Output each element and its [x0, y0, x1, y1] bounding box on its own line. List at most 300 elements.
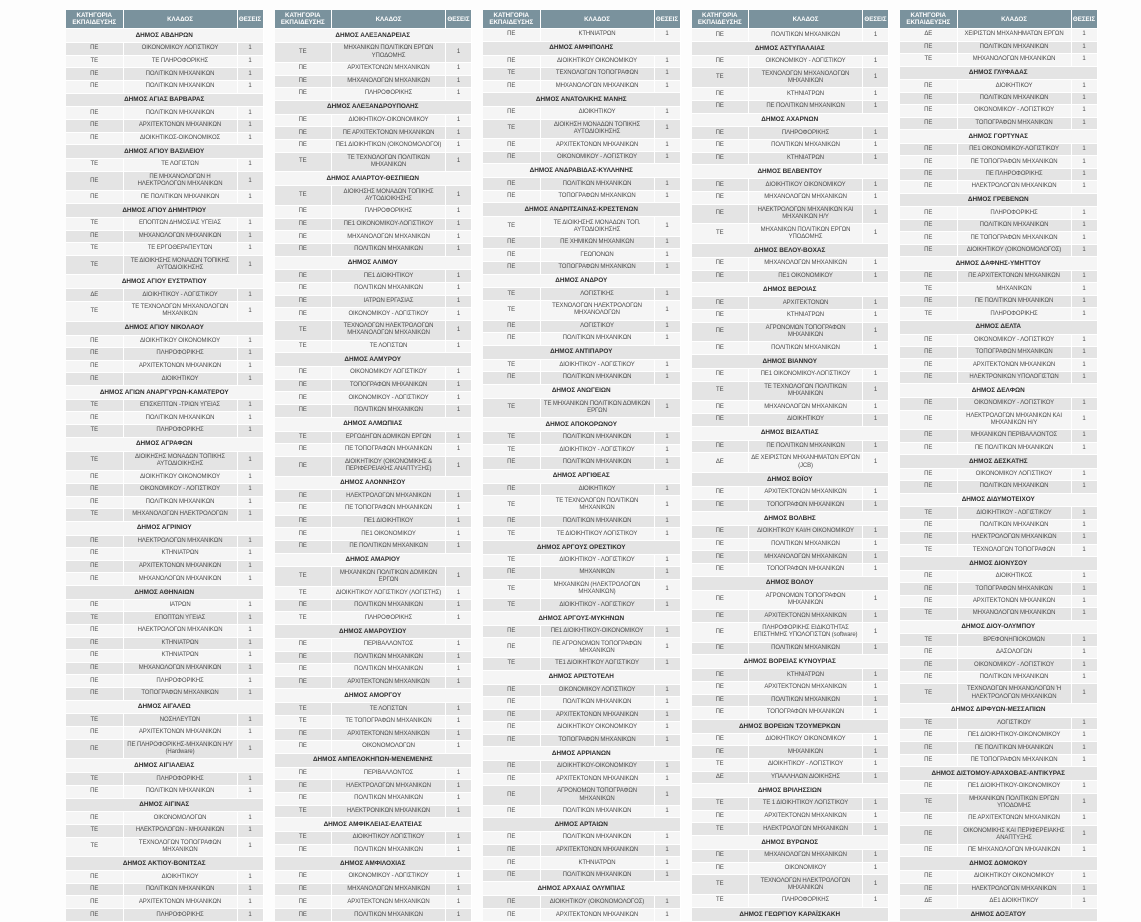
positions-cell: 1 [1071, 595, 1097, 607]
klados-cell: ΑΡΧΙΤΕΚΤΟΝΩΝ ΜΗΧΑΝΙΚΩΝ [332, 728, 446, 741]
category-cell: ΠΕ [66, 120, 123, 133]
klados-cell: ΟΙΚΟΝΟΜΙΚΟΥ - ΛΟΓΙΣΤΙΚΟΥ [957, 334, 1071, 346]
table-row [900, 754, 1097, 766]
klados-cell: ΠΕ1 ΔΙΟΙΚΗΤΙΚΟΥ-ΟΙΚΟΝΟΜΙΚΟΥ [957, 729, 1071, 741]
positions-cell: 1 [654, 29, 680, 42]
klados-cell: ΤΟΠΟΓΡΑΦΩΝ ΜΗΧΑΝΙΚΩΝ [957, 346, 1071, 358]
table-row [66, 348, 263, 361]
klados-cell: ΤΕ ΜΗΧΑΝΙΚΩΝ ΠΟΛΙΤΙΚΩΝ ΔΟΜΙΚΩΝ ΕΡΓΩΝ [540, 398, 654, 418]
klados-cell: ΠΟΛΙΤΙΚΩΝ ΜΗΧΑΝΙΚΩΝ [957, 671, 1071, 683]
table-row [692, 563, 889, 576]
positions-cell: 1 [654, 333, 680, 346]
positions-cell: 1 [654, 320, 680, 333]
municipality-header-row [483, 469, 680, 483]
positions-cell: 1 [1071, 646, 1097, 658]
table-row [900, 671, 1097, 683]
municipality-name: ΔΗΜΟΣ ΓΛΥΦΑΔΑΣ [900, 66, 1097, 80]
positions-cell: 1 [237, 171, 263, 191]
table-row [900, 442, 1097, 454]
positions-cell: 1 [863, 759, 889, 772]
klados-cell: ΟΙΚΟΝΟΜΙΚΟΥ - ΛΟΓΙΣΤΙΚΟΥ [749, 55, 863, 68]
municipality-name: ΔΗΜΟΣ ΑΣΤΥΠΑΛΑΙΑΣ [692, 41, 889, 55]
klados-cell: ΚΤΗΝΙΑΤΡΩΝ [540, 29, 654, 42]
table-row [66, 80, 263, 93]
category-cell: ΠΕ [692, 152, 749, 165]
positions-cell: 1 [237, 132, 263, 145]
klados-cell: ΤΕ ΔΙΟΙΚΗΣΗΣ ΜΟΝΑΔΩΝ ΤΟΠΙΚΗΣ ΑΥΤΟΔΙΟΙΚΗΣΗΣ [123, 255, 237, 275]
positions-cell: 1 [446, 651, 472, 664]
positions-cell: 1 [1071, 793, 1097, 813]
municipality-name: ΔΗΜΟΣ ΔΙΟΥ-ΟΛΥΜΠΟΥ [900, 620, 1097, 634]
klados-cell: ΠΕΡΙΒΑΛΛΟΝΤΟΣ [332, 639, 446, 652]
table-row [66, 425, 263, 438]
positions-cell: 1 [1071, 270, 1097, 282]
positions-cell: 1 [446, 490, 472, 503]
category-cell: ΤΕ [900, 684, 957, 704]
municipality-header-row [275, 100, 472, 114]
municipality-header-row [900, 257, 1097, 271]
category-cell: ΤΕ [483, 496, 540, 516]
table-row [66, 727, 263, 740]
category-cell: ΠΕ [483, 107, 540, 120]
table-row [275, 780, 472, 793]
municipality-header-row [483, 418, 680, 432]
municipality-header-row [900, 384, 1097, 398]
klados-cell: ΠΟΛΙΤΙΚΩΝ ΜΗΧΑΝΙΚΩΝ [540, 457, 654, 470]
category-cell: ΠΕ [483, 249, 540, 262]
table-row [900, 646, 1097, 658]
category-cell: ΠΕ [66, 483, 123, 496]
category-cell: ΤΕ [900, 608, 957, 620]
category-cell: ΠΕ [483, 734, 540, 747]
category-cell: ΠΕ [900, 410, 957, 430]
category-cell: ΤΕ [275, 612, 332, 625]
klados-cell: ΠΕ ΠΟΛΙΤΙΚΩΝ ΜΗΧΑΝΙΚΩΝ [332, 540, 446, 553]
category-cell: ΠΕ [275, 308, 332, 321]
category-cell: ΠΕ [66, 496, 123, 509]
category-cell: ΠΕ [900, 92, 957, 104]
municipality-header-row [900, 857, 1097, 871]
table-row [275, 392, 472, 405]
table-row [900, 793, 1097, 813]
table-row [66, 335, 263, 348]
klados-cell: ΔΙΟΙΚΗΣΗΣ ΜΟΝΑΔΩΝ ΤΟΠΙΚΗΣ ΑΥΤΟΔΙΟΙΚΗΣΗΣ [332, 186, 446, 206]
municipality-name: ΔΗΜΟΣ ΔΟΞΑΤΟΥ [900, 908, 1097, 922]
positions-cell: 1 [1071, 519, 1097, 531]
category-cell: ΠΕ [66, 599, 123, 612]
klados-cell: ΠΛΗΡΟΦΟΡΙΚΗΣ [957, 308, 1071, 320]
positions-cell: 1 [237, 373, 263, 386]
positions-cell: 1 [654, 444, 680, 457]
klados-cell: ΤΕ ΛΟΓΙΣΤΩΝ [332, 340, 446, 353]
positions-cell: 1 [446, 152, 472, 172]
table-row [66, 107, 263, 120]
table-row [66, 675, 263, 688]
municipality-header-row [692, 907, 889, 922]
municipality-header-row [483, 93, 680, 107]
table-row [483, 107, 680, 120]
table-row [66, 773, 263, 786]
positions-cell: 1 [237, 301, 263, 321]
table-row [66, 191, 263, 204]
category-cell: ΠΕ [275, 871, 332, 884]
positions-cell: 1 [446, 909, 472, 922]
klados-cell: ΑΡΧΙΤΕΚΤΟΝΩΝ ΜΗΧΑΝΙΚΩΝ [123, 896, 237, 909]
positions-cell: 1 [1071, 346, 1097, 358]
category-cell: ΠΕ [66, 637, 123, 650]
positions-cell: 1 [237, 812, 263, 825]
klados-cell: ΕΡΓΟΔΗΓΩΝ ΔΟΜΙΚΩΝ ΕΡΓΩΝ [332, 431, 446, 444]
klados-cell: ΠΕ ΠΟΛΙΤΙΚΩΝ ΜΗΧΑΝΙΚΩΝ [957, 295, 1071, 307]
positions-cell: 1 [446, 703, 472, 716]
municipality-name: ΔΗΜΟΣ ΑΡΓΙΘΕΑΣ [483, 469, 680, 483]
table-row [275, 320, 472, 340]
category-cell: ΠΕ [692, 29, 749, 42]
table-row [692, 526, 889, 539]
municipality-header-row [483, 274, 680, 288]
category-cell: ΤΕ [275, 703, 332, 716]
category-cell: ΠΕ [275, 218, 332, 231]
klados-cell: ΗΛΕΚΤΡΟΛΟΓΩΝ ΜΗΧΑΝΙΚΩΝ [957, 532, 1071, 544]
table-row [692, 538, 889, 551]
municipality-name: ΔΗΜΟΣ ΒΕΛΟΥ-ΒΟΧΑΣ [692, 244, 889, 258]
positions-cell: 1 [654, 300, 680, 320]
category-cell: ΠΕ [692, 322, 749, 342]
table-row [900, 54, 1097, 66]
positions-cell: 1 [237, 335, 263, 348]
positions-cell: 1 [237, 573, 263, 586]
klados-cell: ΔΙΟΙΚΗΤΙΚΟΥ ΟΙΚΟΝΟΜΙΚΟΥ [540, 55, 654, 68]
positions-cell: 1 [237, 785, 263, 798]
positions-cell: 1 [237, 451, 263, 471]
category-header: ΚΑΤΗΓΟΡΙΑ ΕΚΠΑΙΔΕΥΣΗΣ [483, 10, 540, 29]
municipality-name: ΔΗΜΟΣ ΒΕΛΒΕΝΤΟΥ [692, 165, 889, 179]
klados-cell: ΠΕ1 ΟΙΚΟΝΟΜΙΚΟΥ-ΛΟΓΙΣΤΙΚΟΥ [957, 143, 1071, 155]
table-row [900, 468, 1097, 480]
table-row [483, 579, 680, 599]
positions-cell: 1 [654, 288, 680, 301]
klados-cell: ΜΗΧΑΝΙΚΩΝ ΠΕΡΙΒΑΛΛΟΝΤΟΣ [957, 430, 1071, 442]
category-cell: ΠΕ [66, 471, 123, 484]
category-cell: ΠΕ [900, 742, 957, 754]
table-row [66, 909, 263, 922]
positions-cell: 1 [237, 773, 263, 786]
table-row [692, 440, 889, 453]
table-row [692, 694, 889, 707]
positions-cell: 1 [654, 658, 680, 671]
positions-cell: 1 [654, 684, 680, 697]
positions-cell: 1 [237, 675, 263, 688]
table-row [692, 733, 889, 746]
klados-cell: ΗΛΕΚΤΡΟΛΟΓΩΝ ΜΗΧΑΝΙΚΩΝ [332, 780, 446, 793]
positions-cell: 1 [446, 218, 472, 231]
positions-cell: 1 [446, 139, 472, 152]
table-row [275, 515, 472, 528]
table-row [692, 823, 889, 836]
table-row [483, 496, 680, 516]
category-cell: ΠΕ [66, 573, 123, 586]
klados-cell: ΠΕ ΤΟΠΟΓΡΑΦΩΝ ΜΗΧΑΝΙΚΩΝ [957, 754, 1071, 766]
klados-cell: ΜΗΧΑΝΙΚΩΝ ΠΟΛΙΤΙΚΩΝ ΔΟΜΙΚΩΝ ΕΡΓΩΝ [332, 567, 446, 587]
table-row [900, 219, 1097, 231]
table-row [900, 532, 1097, 544]
klados-cell: ΠΕ1 ΟΙΚΟΝΟΜΙΚΟΥ-ΛΟΓΙΣΤΙΚΟΥ [749, 368, 863, 381]
klados-cell: ΤΕ ΠΛΗΡΟΦΟΡΙΚΗΣ [123, 55, 237, 68]
category-cell: ΠΕ [692, 642, 749, 655]
category-cell: ΤΕ [66, 425, 123, 438]
category-cell: ΠΕ [692, 862, 749, 875]
table-header-row [275, 10, 472, 29]
positions-cell: 1 [446, 405, 472, 418]
table-row [483, 857, 680, 870]
table-row [483, 658, 680, 671]
table-row [275, 206, 472, 219]
positions-cell: 1 [1071, 608, 1097, 620]
category-cell: ΠΕ [275, 379, 332, 392]
category-cell: ΠΕ [900, 143, 957, 155]
municipality-header-row [692, 41, 889, 55]
klados-cell: ΠΟΛΙΤΙΚΩΝ ΜΗΧΑΝΙΚΩΝ [332, 909, 446, 922]
table-row [900, 684, 1097, 704]
municipality-name: ΔΗΜΟΣ ΑΓΙΑΣ ΒΑΡΒΑΡΑΣ [66, 93, 263, 107]
positions-cell: 1 [654, 496, 680, 516]
klados-cell: ΤΟΠΟΓΡΑΦΩΝ ΜΗΧΑΝΙΚΩΝ [332, 379, 446, 392]
klados-cell: ΜΗΧΑΝΟΛΟΓΩΝ ΗΛΕΚΤΡΟΛΟΓΩΝ [123, 509, 237, 522]
table-row [275, 295, 472, 308]
positions-cell: 1 [863, 895, 889, 908]
klados-cell: ΠΕ1 ΟΙΚΟΝΟΜΙΚΟΥ [332, 528, 446, 541]
klados-cell: ΜΗΧΑΝΟΛΟΓΩΝ ΜΗΧΑΝΙΚΩΝ [332, 75, 446, 88]
positions-cell: 1 [1071, 481, 1097, 493]
table-row [483, 444, 680, 457]
category-cell: ΠΕ [275, 639, 332, 652]
municipality-name: ΔΗΜΟΣ ΑΛΜΩΠΙΑΣ [275, 417, 472, 431]
category-cell: ΠΕ [275, 896, 332, 909]
positions-cell: 1 [1071, 232, 1097, 244]
positions-cell: 1 [446, 567, 472, 587]
table-row [483, 483, 680, 496]
positions-cell: 1 [654, 359, 680, 372]
table-row [66, 548, 263, 561]
municipality-name: ΔΗΜΟΣ ΑΛΙΑΡΤΟΥ-ΘΕΣΠΙΕΩΝ [275, 172, 472, 186]
category-cell: ΠΕ [900, 430, 957, 442]
category-cell: ΠΕ [900, 244, 957, 256]
municipality-name: ΔΗΜΟΣ ΑΝΔΡΙΤΣΑΙΝΑΣ-ΚΡΕΣΤΕΝΩΝ [483, 203, 680, 217]
table-row [692, 191, 889, 204]
klados-cell: ΜΗΧΑΝΟΛΟΓΩΝ ΜΗΧΑΝΙΚΩΝ [957, 608, 1071, 620]
positions-cell: 1 [863, 100, 889, 113]
municipality-header-row [692, 165, 889, 179]
category-cell: ΠΕ [900, 270, 957, 282]
category-cell: ΠΕ [66, 688, 123, 701]
category-cell: ΠΕ [66, 191, 123, 204]
klados-cell: ΠΟΛΙΤΙΚΩΝ ΜΗΧΑΝΙΚΩΝ [749, 342, 863, 355]
klados-cell: ΗΛΕΚΤΡΟΛΟΓΩΝ ΜΗΧΑΝΙΚΩΝ [123, 535, 237, 548]
positions-cell: 1 [446, 844, 472, 857]
klados-cell: ΔΙΟΙΚΗΤΙΚΟΥ - ΛΟΓΙΣΤΙΚΟΥ [123, 289, 237, 302]
klados-cell: ΜΗΧΑΝΟΛΟΓΩΝ ΜΗΧΑΝΙΚΩΝ [749, 258, 863, 271]
klados-cell: ΔΙΟΙΚΗΤΙΚΟΥ-ΟΙΚΟΝΟΜΙΚΟΥ [540, 761, 654, 774]
category-cell: ΠΕ [692, 179, 749, 192]
klados-cell: ΟΙΚΟΝΟΜΙΚΟΥ - ΛΟΓΙΣΤΙΚΟΥ [957, 105, 1071, 117]
klados-cell: ΠΕ ΤΟΠΟΓΡΑΦΩΝ ΜΗΧΑΝΙΚΩΝ [332, 444, 446, 457]
table-row [275, 270, 472, 283]
klados-cell: ΟΙΚΟΝΟΜΙΚΟΥ - ΛΟΓΙΣΤΙΚΟΥ [332, 392, 446, 405]
category-cell: ΔΕ [66, 289, 123, 302]
table-row [483, 398, 680, 418]
klados-cell: ΓΕΩΠΟΝΩΝ [540, 249, 654, 262]
table-row [275, 651, 472, 664]
positions-cell: 1 [446, 367, 472, 380]
category-cell: ΤΕ [66, 451, 123, 471]
category-cell: ΠΕ [275, 599, 332, 612]
table-row [483, 709, 680, 722]
klados-cell: ΠΟΛΙΤΙΚΩΝ ΜΗΧΑΝΙΚΩΝ [540, 515, 654, 528]
klados-cell: ΠΕ ΑΡΧΙΤΕΚΤΟΝΩΝ ΜΗΧΑΝΙΚΩΝ [957, 270, 1071, 282]
category-cell: ΠΕ [483, 709, 540, 722]
category-cell: ΠΕ [692, 342, 749, 355]
positions-cell: 1 [1071, 544, 1097, 556]
klados-cell: ΠΕ1 ΔΙΟΙΚΗΤΙΚΟΥ [332, 515, 446, 528]
klados-cell: ΤΕΧΝΟΛΟΓΩΝ ΤΟΠΟΓΡΑΦΩΝ ΜΗΧΑΝΙΚΩΝ [123, 837, 237, 857]
positions-cell: 1 [863, 551, 889, 564]
klados-cell: ΤΕ 1 ΔΙΟΙΚΗΤΙΚΟΥ ΛΟΓΙΣΤΙΚΟΥ [749, 798, 863, 811]
positions-cell: 1 [1071, 659, 1097, 671]
klados-cell: ΟΙΚΟΝΟΜΟΛΟΓΩΝ [123, 812, 237, 825]
municipality-header-row [483, 612, 680, 626]
klados-cell: ΤΕ ΤΕΧΝΟΛΟΓΩΝ ΠΟΛΙΤΙΚΩΝ ΜΗΧΑΝΙΚΩΝ [540, 496, 654, 516]
klados-cell: ΔΙΟΙΚΗΤΙΚΟΥ - ΛΟΓΙΣΤΙΚΟΥ [540, 444, 654, 457]
positions-cell: 1 [237, 55, 263, 68]
category-cell: ΠΕ [900, 105, 957, 117]
municipality-name: ΔΗΜΟΣ ΔΙΡΦΥΩΝ-ΜΕΣΣΑΠΙΩΝ [900, 703, 1097, 717]
table-row [66, 496, 263, 509]
category-cell: ΤΕ [483, 300, 540, 320]
klados-cell: ΤΕΧΝΟΛΟΓΩΝ ΜΗΧΑΝΟΛΟΓΩΝ Ή ΗΛΕΚΤΡΟΛΟΓΩΝ ΜΗΧΑΝΙΚΩΝ [957, 684, 1071, 704]
table-row [66, 243, 263, 256]
category-cell: ΠΕ [692, 694, 749, 707]
category-cell: ΠΕ [483, 457, 540, 470]
klados-cell: ΗΛΕΚΤΡΟΛΟΓΩΝ ΜΗΧΑΝΙΚΩΝ [957, 181, 1071, 193]
klados-cell: ΠΕ1 ΟΙΚΟΝΟΜΙΚΟΥ-ΛΟΓΙΣΤΙΚΟΥ [332, 218, 446, 231]
positions-cell: 1 [654, 579, 680, 599]
table-row [483, 236, 680, 249]
table-row [275, 767, 472, 780]
table-row [900, 871, 1097, 883]
category-cell: ΠΕ [900, 825, 957, 845]
positions-cell: 1 [446, 503, 472, 516]
positions-cell: 1 [654, 515, 680, 528]
klados-cell: ΟΙΚΟΝΟΜΙΚΟΥ - ΛΟΓΙΣΤΙΚΟΥ [332, 871, 446, 884]
positions-cell: 1 [446, 88, 472, 101]
municipality-header-row [900, 320, 1097, 334]
category-cell: ΠΕ [483, 55, 540, 68]
table-row [692, 55, 889, 68]
municipality-header-row [692, 426, 889, 440]
klados-cell: ΜΗΧΑΝΟΛΟΓΩΝ ΜΗΧΑΝΙΚΩΝ [957, 54, 1071, 66]
positions-cell: 1 [446, 431, 472, 444]
category-cell: ΠΕ [483, 178, 540, 191]
positions-cell: 1 [1071, 671, 1097, 683]
category-cell: ΤΕ [66, 399, 123, 412]
category-cell: ΠΕ [900, 334, 957, 346]
table-row [900, 595, 1097, 607]
municipality-name: ΔΗΜΟΣ ΑΜΦΙΠΟΛΗΣ [483, 41, 680, 55]
table-row [483, 68, 680, 81]
table-row [275, 62, 472, 75]
municipality-header-row [275, 256, 472, 270]
positions-cell: 1 [237, 68, 263, 81]
positions-cell: 1 [863, 309, 889, 322]
category-cell: ΠΕ [483, 567, 540, 580]
category-cell: ΠΕ [66, 739, 123, 759]
table-row [275, 243, 472, 256]
table-row [483, 55, 680, 68]
municipality-name: ΔΗΜΟΣ ΑΜΠΕΛΟΚΗΠΩΝ-ΜΕΝΕΜΕΝΗΣ [275, 753, 472, 767]
klados-cell: ΠΟΛΙΤΙΚΩΝ ΜΗΧΑΝΙΚΩΝ [123, 80, 237, 93]
klados-cell: ΝΟΣΗΛΕΥΤΩΝ [123, 714, 237, 727]
category-cell: ΠΕ [483, 236, 540, 249]
table-row [900, 117, 1097, 129]
klados-cell: ΠΟΛΙΤΙΚΩΝ ΜΗΧΑΝΙΚΩΝ [749, 642, 863, 655]
category-cell: ΠΕ [692, 401, 749, 414]
table-row [275, 340, 472, 353]
table-row [66, 373, 263, 386]
category-cell: ΤΕ [692, 823, 749, 836]
table-row [692, 381, 889, 401]
positions-cell: 1 [237, 360, 263, 373]
category-cell: ΤΕ [275, 431, 332, 444]
table-row [900, 168, 1097, 180]
table-row [275, 896, 472, 909]
table-row [275, 490, 472, 503]
positions-cell: 1 [446, 62, 472, 75]
klados-cell: ΟΙΚΟΝΟΜΙΚΟΥ ΛΟΓΙΣΤΙΚΟΥ [123, 43, 237, 56]
municipality-header-row [692, 719, 889, 733]
klados-cell: ΔΙΟΙΚΗΤΙΚΟΥ - ΛΟΓΙΣΤΙΚΟΥ [540, 554, 654, 567]
municipality-header-row [66, 437, 263, 451]
municipality-name: ΔΗΜΟΣ ΔΑΦΝΗΣ-ΥΜΗΤΤΟΥ [900, 257, 1097, 271]
table-row [692, 810, 889, 823]
municipality-name: ΔΗΜΟΣ ΑΝΤΙΠΑΡΟΥ [483, 345, 680, 359]
table-row [692, 258, 889, 271]
category-cell: ΠΕ [275, 664, 332, 677]
table-row [275, 367, 472, 380]
positions-cell: 1 [237, 883, 263, 896]
table-row [275, 909, 472, 922]
positions-cell: 1 [654, 528, 680, 541]
category-cell: ΠΕ [66, 412, 123, 425]
klados-cell: ΠΕ1 ΔΙΟΙΚΗΤΙΚΟΥ-ΟΙΚΟΝΟΜΙΚΟΥ [540, 625, 654, 638]
klados-cell: ΒΡΕΦΟΝΗΠΙΟΚΟΜΩΝ [957, 634, 1071, 646]
positions-cell: 1 [237, 837, 263, 857]
municipality-name: ΔΗΜΟΣ ΒΟΛΒΗΣ [692, 512, 889, 526]
klados-cell: ΗΛΕΚΤΡΟΛΟΓΩΝ ΜΗΧΑΝΙΚΩΝ [123, 625, 237, 638]
category-cell: ΠΕ [900, 346, 957, 358]
municipality-name: ΔΗΜΟΣ ΔΙΣΤΟΜΟΥ-ΑΡΑΧΟΒΑΣ-ΑΝΤΙΚΥΡΑΣ [900, 767, 1097, 781]
category-cell: ΤΕ [483, 217, 540, 237]
positions-cell: 1 [1071, 430, 1097, 442]
category-cell: ΠΕ [692, 538, 749, 551]
table-row [692, 140, 889, 153]
klados-cell: ΤΟΠΟΓΡΑΦΩΝ ΜΗΧΑΝΙΚΩΝ [957, 117, 1071, 129]
table-columns-container [66, 10, 1098, 922]
positions-cell: 1 [863, 610, 889, 623]
table-row [275, 871, 472, 884]
klados-cell: ΠΟΛΙΤΙΚΩΝ ΜΗΧΑΝΙΚΩΝ [957, 219, 1071, 231]
klados-cell: ΗΛΕΚΤΡΟΛΟΓΩΝ - ΜΗΧΑΝΙΚΩΝ [123, 825, 237, 838]
municipality-header-row [483, 670, 680, 684]
